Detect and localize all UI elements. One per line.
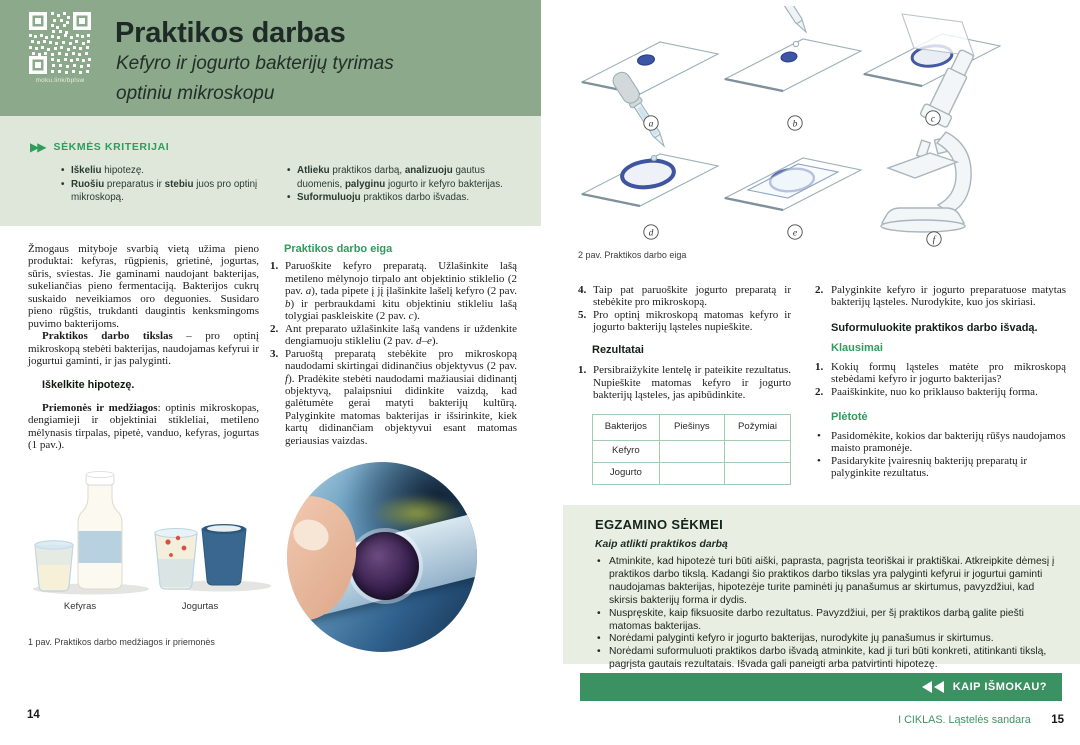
hypothesis-heading: Iškelkite hipotezę. <box>42 378 135 391</box>
procedure-step <box>270 348 517 448</box>
figure1-caption: 1 pav. Praktikos darbo medžiagos ir priemonės <box>28 637 215 647</box>
exam-heading: EGZAMINO SĖKMEI <box>595 517 724 532</box>
exam-bullet-text: Norėdami palyginti kefyro ir jogurto bakterijas, nurodykite jų panašumus ir skirtumus. <box>609 633 994 645</box>
section-label: I CIKLAS. Ląstelės sandara <box>898 714 1031 726</box>
step-number: 3. <box>270 347 279 360</box>
procedure-step <box>270 323 517 348</box>
figure1-label-kefyras: Kefyras <box>63 601 97 612</box>
criteria-column-right <box>287 164 529 205</box>
exam-bullet <box>595 646 1055 672</box>
page-number-right: 15 <box>1051 714 1064 726</box>
table-row <box>593 440 791 462</box>
questions-column <box>815 284 1066 479</box>
question-text: Kokių formų ląsteles matėte pro mikroskopą stebėdami kefyro ir jogurto bakterijas? <box>831 360 1066 386</box>
kaip-ismokau-button[interactable] <box>580 673 1062 701</box>
criteria-bullet <box>287 191 529 205</box>
figure1-illustration <box>25 467 275 595</box>
bullet-icon: • <box>597 607 601 619</box>
procedure-step <box>270 260 517 322</box>
page-subtitle-line1: Kefyro ir jogurto bakterijų tyrimas <box>116 53 394 74</box>
question-item <box>815 386 1066 398</box>
bullet-icon: • <box>597 556 601 567</box>
fig2-label-a: a <box>648 119 654 130</box>
table-cell <box>659 462 724 484</box>
bullet-icon: • <box>61 165 65 176</box>
step-text: Paruoštą preparatą stebėkite pro mikroskopą naudodami skirtingai didinančius objektyvus (2 pav. f). Pradėkite stebėti naudodami mažiausiai didinantį objektyvą, palaipsniui didinkite vaizdą, kad galėtumėte gerai matyti bakterijų kultūrą. Palyginkite matomas bakterijas ir išsirinkite, kiek kartų didinančiam objektyvui esant matomas geriausias vaizdas. <box>285 347 517 447</box>
procedure-heading: Praktikos darbo eiga <box>284 243 393 255</box>
figure1-label-jogurtas: Jogurtas <box>181 601 219 612</box>
exam-bullet-text: Nuspręskite, kaip fiksuosite darbo rezultatus. Pavyzdžiui, per šį praktikos darbą galite piešti matomas bakterijas. <box>609 607 1024 632</box>
results-item <box>578 364 791 401</box>
photo-specimen <box>351 532 419 600</box>
extension-heading: Plėtotė <box>831 411 868 424</box>
item-text: Palyginkite kefyro ir jogurto preparatuose matytas bakterijų ląsteles. Nurodykite, kuo jos skiriasi. <box>831 284 1066 309</box>
intro-paragraph: Žmogaus mityboje svarbią vietą užima pieno produktai: kefyras, rūgpienis, grietinė, jogurtas, sūris, sviestas. Jie gaminami naudojant bakterijas, sukeliančias pieno fermentaciją. Bakterijos cukrų suskaido neveikiamos oro deguonies. Susidaro pieno rūgštis, trukdanti daugintis kenksmingoms puvimo bakterijoms. <box>28 243 259 330</box>
exam-bullet <box>595 608 1055 634</box>
left-column-text <box>28 243 259 452</box>
extension-text: Pasidarykite įvairesnių bakterijų preparatų ir palyginkite rezultatus. <box>831 454 1028 479</box>
table-cell: Jogurto <box>593 462 660 484</box>
fig2-label-c: c <box>930 114 936 125</box>
item-number: 2. <box>815 284 824 296</box>
kefir-glass <box>35 541 73 591</box>
kefir-bottle <box>78 472 122 590</box>
table-cell <box>724 440 790 462</box>
criteria-column-left <box>61 164 266 205</box>
bullet-icon: • <box>597 646 601 658</box>
table-header: Požymiai <box>724 414 790 440</box>
extension-text: Pasidomėkite, kokios dar bakterijų rūšys naudojamos maisto pramonėje. <box>831 429 1066 455</box>
yogurt-cup <box>202 524 246 585</box>
results-table <box>592 414 791 485</box>
page-title: Praktikos darbas <box>115 17 346 49</box>
back-arrows-icon <box>922 681 944 693</box>
criteria-text: Atlieku praktikos darbą, analizuoju gautus duomenis, palyginu jogurto ir kefyro bakterijas. <box>297 165 503 190</box>
table-cell <box>724 462 790 484</box>
criteria-text: Ruošiu preparatus ir stebiu juos pro optinį mikroskopą. <box>71 178 258 203</box>
fig2-panel-a <box>582 42 718 94</box>
goal-paragraph: Praktikos darbo tikslas – pro optinį mikroskopą stebėti bakterijas, naudojamas kefyrui ir jogurtui gaminti, ir jas palyginti. <box>28 330 259 368</box>
step-text: Paruoškite kefyro preparatą. Užlašinkite lašą metileno mėlynojo tirpalo ant objektinio stiklelio (2 pav. a), tada pipete į jį įlašinkite lašelį kefyro (2 pav. b) ir perbraukdami kitu objektiniu stikleliu lašą tolygiai paskleiskite (2 pav. c). <box>285 260 517 323</box>
kaip-ismokau-label: KAIP IŠMOKAU? <box>952 681 1047 693</box>
criteria-bullet <box>61 164 266 178</box>
question-item <box>815 361 1066 386</box>
figure2-diagram <box>570 6 1075 248</box>
criteria-bullet <box>61 178 266 205</box>
item-number: 1. <box>815 360 824 373</box>
procedure-step <box>578 309 791 334</box>
fig2-panel-b <box>725 6 861 91</box>
table-cell <box>659 440 724 462</box>
fig2-label-d: d <box>648 228 654 239</box>
item-number: 2. <box>815 385 824 398</box>
exam-success-block <box>563 505 1080 671</box>
qr-code-icon[interactable] <box>29 12 91 74</box>
fig2-panel-c <box>864 14 1000 86</box>
fig2-panel-d <box>582 69 718 206</box>
footer-meta <box>640 710 1064 728</box>
conclusion-heading: Suformuluokite praktikos darbo išvadą. <box>831 321 1038 334</box>
step-text: Taip pat paruoškite jogurto preparatą ir stebėkite pro mikroskopą. <box>593 284 791 309</box>
fig2-label-b: b <box>792 119 798 130</box>
table-cell: Kefyro <box>593 440 660 462</box>
bullet-icon: • <box>287 165 291 176</box>
item-text: Persibraižykite lentelę ir pateikite rezultatus. Nupieškite matomas kefyro ir jogurto bakterijų ląsteles, jas apibūdinkite. <box>593 364 791 402</box>
exam-subheading: Kaip atlikti praktikos darbą <box>595 539 728 550</box>
criteria-bullet <box>287 164 529 191</box>
table-row <box>593 462 791 484</box>
bullet-icon: • <box>817 429 821 442</box>
fig2-panel-e <box>725 158 861 210</box>
double-chevron-icon: ▶▶ <box>30 140 45 154</box>
figure2-caption: 2 pav. Praktikos darbo eiga <box>578 250 687 260</box>
step-number: 4. <box>578 284 587 296</box>
table-header-row <box>593 414 791 440</box>
fig2-label-f: f <box>932 235 936 246</box>
extension-bullet <box>815 430 1066 455</box>
fig2-label-e: e <box>792 228 798 239</box>
question-text: Paaiškinkite, nuo ko priklauso bakterijų forma. <box>831 385 1038 398</box>
step-number: 1. <box>270 260 279 273</box>
results-column <box>578 284 791 485</box>
bullet-icon: • <box>61 178 65 190</box>
procedure-column <box>270 243 517 447</box>
exam-bullet-text: Atminkite, kad hipotezė turi būti aiški, paprasta, pagrįsta teoriškai ir praktiškai. Atkreipkite dėmesį į praktikos darbo tikslą. Kadangi šio praktikos darbo tikslas yra palyginti kefyrui ir jogurtui gaminti naudojamas bakterijas, hipotezėje turite paminėti jų panašumus ar skirtumus, pavyzdžiui, kad skirsis bakterijų forma ir dydis. <box>609 556 1055 606</box>
results-item <box>815 284 1066 309</box>
bullet-icon: • <box>597 633 601 645</box>
page-subtitle-line2: optiniu mikroskopu <box>116 83 275 104</box>
bullet-icon: • <box>287 192 291 203</box>
page-number-left: 14 <box>27 709 40 721</box>
procedure-step <box>578 284 791 309</box>
table-header: Piešinys <box>659 414 724 440</box>
item-number: 1. <box>578 364 587 377</box>
extension-bullet <box>815 455 1066 480</box>
yogurt-glass <box>155 529 197 590</box>
success-criteria-heading: SĖKMĖS KRITERIJAI <box>53 141 170 153</box>
results-heading: Rezultatai <box>592 343 644 356</box>
materials-paragraph: Priemonės ir medžiagos: optinis mikroskopas, dengiamieji ir objektiniai stikleliai, metileno mėlynasis tirpalas, pipetė, vanduo, kefyras, jogurtas (1 pav.). <box>28 401 259 452</box>
table-header: Bakterijos <box>593 414 660 440</box>
step-number: 5. <box>578 308 587 321</box>
step-text: Ant preparato užlašinkite lašą vandens ir uždenkite dengiamuoju stikleliu (2 pav. d–e). <box>285 322 517 348</box>
questions-heading: Klausimai <box>831 342 883 355</box>
criteria-text: Iškeliu hipotezę. <box>71 165 144 176</box>
exam-bullet <box>595 556 1055 608</box>
step-text: Pro optinį mikroskopą matomas kefyro ir jogurto bakterijų ląsteles nupieškite. <box>593 308 791 334</box>
criteria-text: Suformuluoju praktikos darbo išvadas. <box>297 192 470 203</box>
bullet-icon: • <box>817 454 821 467</box>
exam-bullet <box>595 633 1055 646</box>
exam-bullet-text: Norėdami suformuluoti praktikos darbo išvadą atminkite, kad ji turi būti konkreti, atitinkanti tikslą, pagrįsta gautais rezultatais. Išvada gali paneigti arba patvirtinti hipotezę. <box>609 646 1047 671</box>
success-criteria-heading-row <box>30 141 169 153</box>
microscope-slide-photo <box>287 462 477 652</box>
step-number: 2. <box>270 322 279 335</box>
qr-caption: moku.link/bplsw <box>35 77 85 84</box>
